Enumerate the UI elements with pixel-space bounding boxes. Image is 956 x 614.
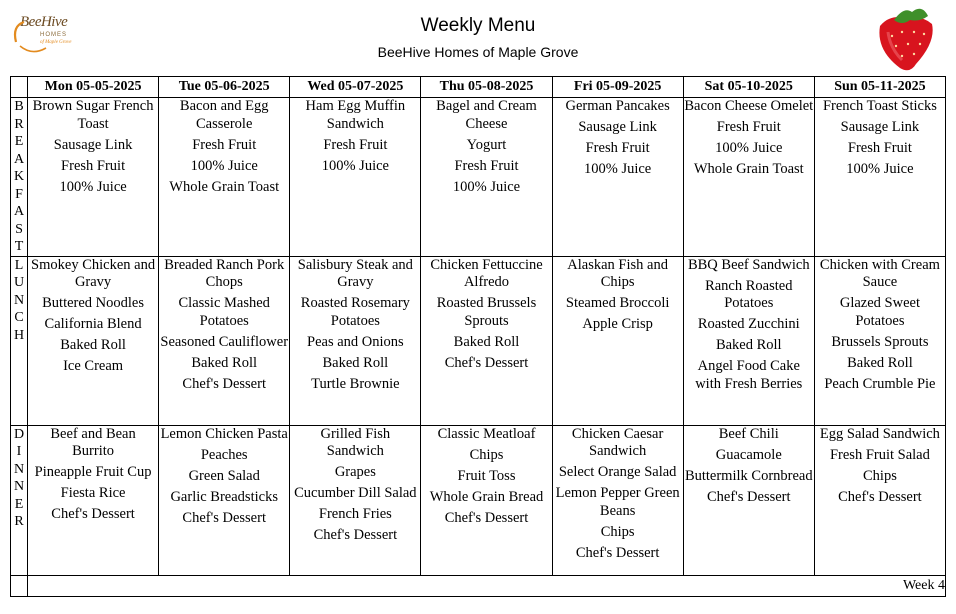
menu-item: Baked Roll [715,337,782,353]
menu-cell-breakfast [552,98,683,257]
menu-item: Select Orange Salad [558,464,677,480]
menu-item: Bacon and Egg Casserole [179,98,269,132]
meal-label-letter: E [14,134,24,149]
menu-item: Alaskan Fish and Chips [567,256,668,290]
menu-cell-lunch [552,256,683,425]
menu-item: Ice Cream [63,358,124,374]
menu-item: Turtle Brownie [311,375,400,392]
menu-item: Steamed Broccoli [565,295,670,311]
menu-item: French Toast Sticks [822,98,937,114]
menu-item: Chef's Dessert [706,488,791,505]
menu-item: 100% Juice [452,178,521,195]
menu-item: Salisbury Steak and Gravy [297,256,413,290]
menu-item: Whole Grain Toast [169,178,280,195]
strawberry-icon [870,2,944,74]
meal-label-lunch [11,256,28,425]
day-header: Fri 05-09-2025 [552,77,683,98]
menu-item: Grapes [334,464,376,480]
menu-cell-breakfast [421,98,552,257]
meal-label-letter: D [13,426,25,442]
menu-item: Lemon Pepper Green Beans [555,485,680,519]
menu-item: Fresh Fruit Salad [829,446,930,463]
day-header: Tue 05-06-2025 [159,77,290,98]
menu-item: Fiesta Rice [60,485,126,501]
menu-cell-breakfast [159,98,290,257]
menu-item: Fresh Fruit [192,136,257,153]
menu-cell-breakfast [28,98,159,257]
menu-item: Pineapple Fruit Cup [34,464,152,480]
day-header: Sat 05-10-2025 [683,77,814,98]
meal-label-letter: N [13,461,25,477]
menu-item: Fresh Fruit [323,136,388,153]
menu-item: 100% Juice [321,157,389,174]
menu-item: Green Salad [188,467,260,484]
menu-item: Chips [600,523,635,540]
menu-cell-dinner [552,425,683,575]
day-header-row [11,77,946,98]
meal-label-letter: R [14,514,24,529]
week-number: Week 4 [28,575,946,596]
page-subtitle: BeeHive Homes of Maple Grove [377,44,579,60]
menu-cell-breakfast [814,98,945,257]
menu-item: Sausage Link [53,136,133,153]
menu-item: Chef's Dessert [182,375,266,392]
menu-item: Fresh Fruit [847,140,912,156]
menu-item: Baked Roll [847,354,913,371]
meal-label-letter: K [13,169,25,184]
menu-item: Lemon Chicken Pasta [160,425,288,442]
menu-item: Baked Roll [322,354,389,371]
menu-item: 100% Juice [59,178,127,195]
menu-item: Sausage Link [840,119,920,135]
menu-cell-dinner [683,425,814,575]
meal-row-breakfast [11,98,946,257]
menu-item: Angel Food Cake with Fresh Berries [695,358,803,392]
menu-cell-dinner [814,425,945,575]
meal-label-letter: A [13,204,25,219]
menu-item: Roasted Brussels Sprouts [436,295,537,329]
meal-label-dinner [11,425,28,575]
menu-cell-dinner [421,425,552,575]
menu-item: Classic Mashed Potatoes [178,295,270,329]
meal-label-letter: R [14,116,24,132]
menu-item: Roasted Zucchini [697,316,800,332]
menu-cell-lunch [421,256,552,425]
menu-item: Beef and Bean Burrito [50,425,136,459]
menu-item: Apple Crisp [582,316,653,332]
menu-item: Baked Roll [60,337,126,353]
menu-item: Fresh Fruit [716,119,781,135]
menu-item: Sausage Link [578,119,657,135]
menu-item: Egg Salad Sandwich [819,425,940,442]
meal-label-letter: S [15,221,23,237]
meal-label-letter: E [14,496,24,512]
page-title: Weekly Menu [420,15,536,36]
meal-label-letter: U [13,275,25,290]
menu-cell-dinner [290,425,421,575]
meal-label-letter: A [13,151,25,167]
menu-item: Fresh Fruit [585,140,650,156]
menu-item: Chips [863,467,897,484]
menu-item: California Blend [44,316,142,332]
day-header: Mon 05-05-2025 [28,77,159,98]
menu-item: Peas and Onions [307,333,404,350]
menu-cell-dinner [28,425,159,575]
menu-item: Yogurt [466,136,507,153]
menu-item: Whole Grain Bread [429,488,544,505]
corner-cell [11,77,28,98]
menu-item: Chef's Dessert [444,354,529,371]
menu-item: Brown Sugar French Toast [32,98,154,132]
menu-item: Chef's Dessert [313,527,398,543]
menu-item: German Pancakes [565,98,670,114]
menu-item: Chef's Dessert [444,509,529,526]
menu-item: Breaded Ranch Pork Chops [164,256,285,290]
menu-cell-breakfast [290,98,421,257]
menu-item: Chef's Dessert [51,506,135,522]
logo-homes-text: HOMES [40,32,68,38]
menu-item: Cucumber Dill Salad [294,485,417,501]
menu-item: Beef Chili [718,425,779,442]
menu-item: 100% Juice [715,140,783,156]
footer-row [11,575,946,596]
menu-item: French Fries [318,506,392,522]
meal-label-letter: N [13,479,25,494]
menu-cell-lunch [28,256,159,425]
menu-item: Chef's Dessert [575,544,660,561]
menu-cell-lunch [290,256,421,425]
meal-row-lunch [11,256,946,425]
menu-item: Baked Roll [191,354,258,371]
meal-label-letter: H [13,327,25,343]
menu-item: Chicken Caesar Sandwich [571,425,664,459]
menu-item: Fruit Toss [457,467,516,484]
meal-label-letter: F [15,186,23,202]
meal-label-breakfast [11,98,28,257]
menu-item: BBQ Beef Sandwich [687,256,810,273]
logo-wordmark: BeeHive [20,14,68,30]
menu-item: Classic Meatloaf [437,425,536,442]
day-header: Wed 05-07-2025 [290,77,421,98]
meal-label-letter: N [13,292,25,308]
menu-item: 100% Juice [846,161,914,177]
meal-label-letter: T [14,239,24,254]
menu-item: Seasoned Cauliflower [160,333,289,350]
meal-label-letter: B [14,99,24,114]
day-header: Sun 05-11-2025 [814,77,945,98]
menu-item: Fresh Fruit [454,157,519,174]
menu-cell-lunch [814,256,945,425]
meal-label-letter: L [14,257,24,273]
menu-item: Smokey Chicken and Gravy [31,256,156,290]
weekly-menu-table [10,76,946,597]
menu-item: Brussels Sprouts [831,333,929,350]
menu-item: Chef's Dessert [182,509,266,526]
menu-item: Whole Grain Toast [693,161,804,177]
menu-item: Glazed Sweet Potatoes [839,295,920,329]
day-header: Thu 05-08-2025 [421,77,552,98]
menu-item: Grilled Fish Sandwich [320,425,391,459]
menu-cell-dinner [159,425,290,575]
menu-item: Chips [469,446,504,463]
menu-item: Bagel and Cream Cheese [436,98,537,132]
menu-item: 100% Juice [584,161,652,177]
footer-corner-cell [11,575,28,596]
menu-item: Buttermilk Cornbread [684,467,813,484]
menu-item: Bacon Cheese Omelet [684,98,814,114]
menu-item: Roasted Rosemary Potatoes [300,295,410,329]
menu-cell-breakfast [683,98,814,257]
menu-item: Chef's Dessert [838,488,922,505]
menu-item: Ranch Roasted Potatoes [705,277,793,311]
menu-item: Chicken with Cream Sauce [819,256,940,290]
menu-cell-lunch [159,256,290,425]
logo-location-text: of Maple Grove [40,40,72,45]
menu-item: Ham Egg Muffin Sandwich [305,98,406,132]
menu-item: Peaches [200,446,248,463]
menu-item: 100% Juice [190,157,258,174]
menu-item: Baked Roll [453,333,520,350]
menu-cell-lunch [683,256,814,425]
menu-item: Fresh Fruit [61,157,126,174]
menu-item: Buttered Noodles [42,295,145,311]
menu-item: Peach Crumble Pie [824,375,936,392]
meal-label-letter: I [16,444,22,459]
meal-label-letter: C [14,310,24,325]
menu-item: Garlic Breadsticks [170,488,278,505]
menu-item: Chicken Fettuccine Alfredo [430,256,543,290]
meal-row-dinner [11,425,946,575]
menu-item: Guacamole [715,446,782,463]
